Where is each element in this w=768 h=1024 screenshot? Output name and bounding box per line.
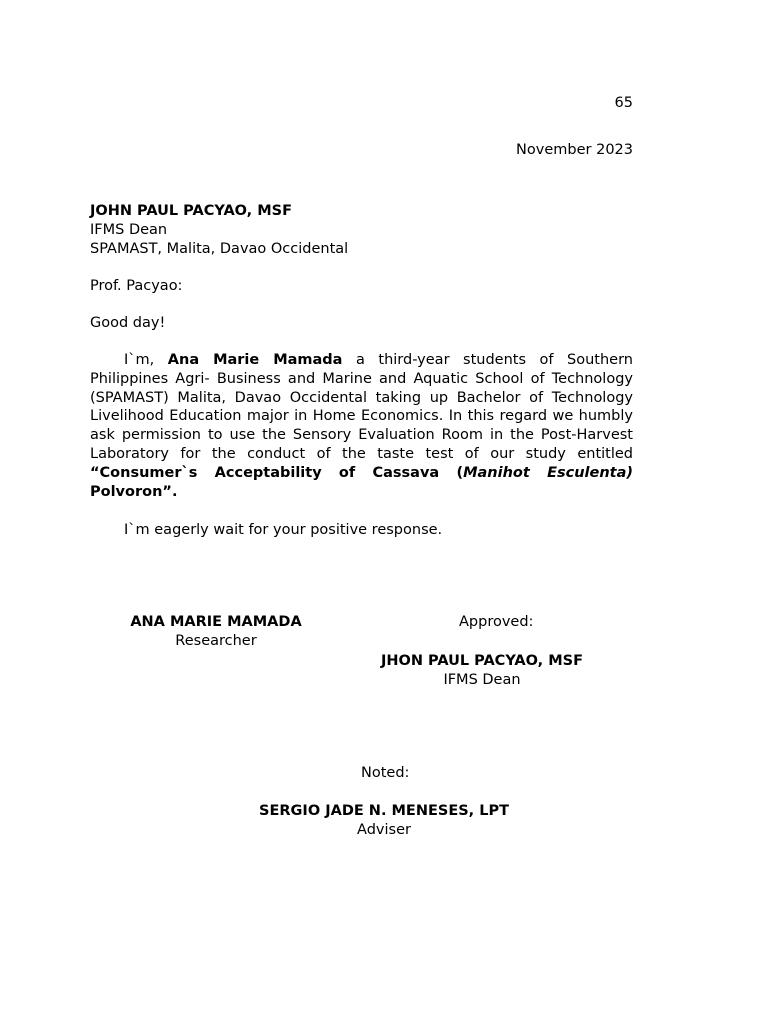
study-title-part1: “Consumer`s Acceptability of Cassava ( <box>90 464 464 481</box>
approver-name: JHON PAUL PACYAO, MSF <box>380 653 583 669</box>
recipient-name: JOHN PAUL PACYAO, MSF <box>90 203 293 219</box>
greeting: Good day! <box>90 315 166 331</box>
closing-line: I`m eagerly wait for your positive response. <box>124 522 443 538</box>
body-paragraph <box>90 351 633 501</box>
letter-date: November 2023 <box>516 142 633 158</box>
approver-signatory <box>374 652 590 690</box>
recipient-address: SPAMAST, Malita, Davao Occidental <box>90 241 349 257</box>
recipient-title: IFMS Dean <box>90 222 168 238</box>
researcher-name: ANA MARIE MAMADA <box>130 614 302 630</box>
approver-role: IFMS Dean <box>443 672 521 688</box>
researcher-signatory <box>116 613 316 651</box>
approved-label: Approved: <box>459 614 534 630</box>
salutation: Prof. Pacyao: <box>90 278 183 294</box>
adviser-role: Adviser <box>357 822 411 838</box>
study-title-scientific-name: Manihot Esculenta) <box>463 464 633 481</box>
noted-label: Noted: <box>361 765 410 781</box>
study-title-part2: Polvoron”. <box>90 483 178 500</box>
recipient-block <box>90 202 348 259</box>
adviser-signatory <box>234 802 534 840</box>
researcher-role: Researcher <box>175 633 257 649</box>
body-text: a third-year students of Southern Philippines Agri- Business and Marine and Aquatic School of Technology (SPAMAST) Malita, Davao Occidental taking up Bachelor of Technology Livelihood Education major in Home Economics. In this regard we humbly ask permission to use the Sensory Evaluation Room in the Post-Harvest Laboratory for the conduct of the taste test of our study entitled <box>90 352 633 462</box>
page-number: 65 <box>614 95 633 111</box>
sender-name: Ana Marie Mamada <box>167 352 343 368</box>
adviser-name: SERGIO JADE N. MENESES, LPT <box>259 803 509 819</box>
body-intro: I`m, <box>124 352 168 368</box>
